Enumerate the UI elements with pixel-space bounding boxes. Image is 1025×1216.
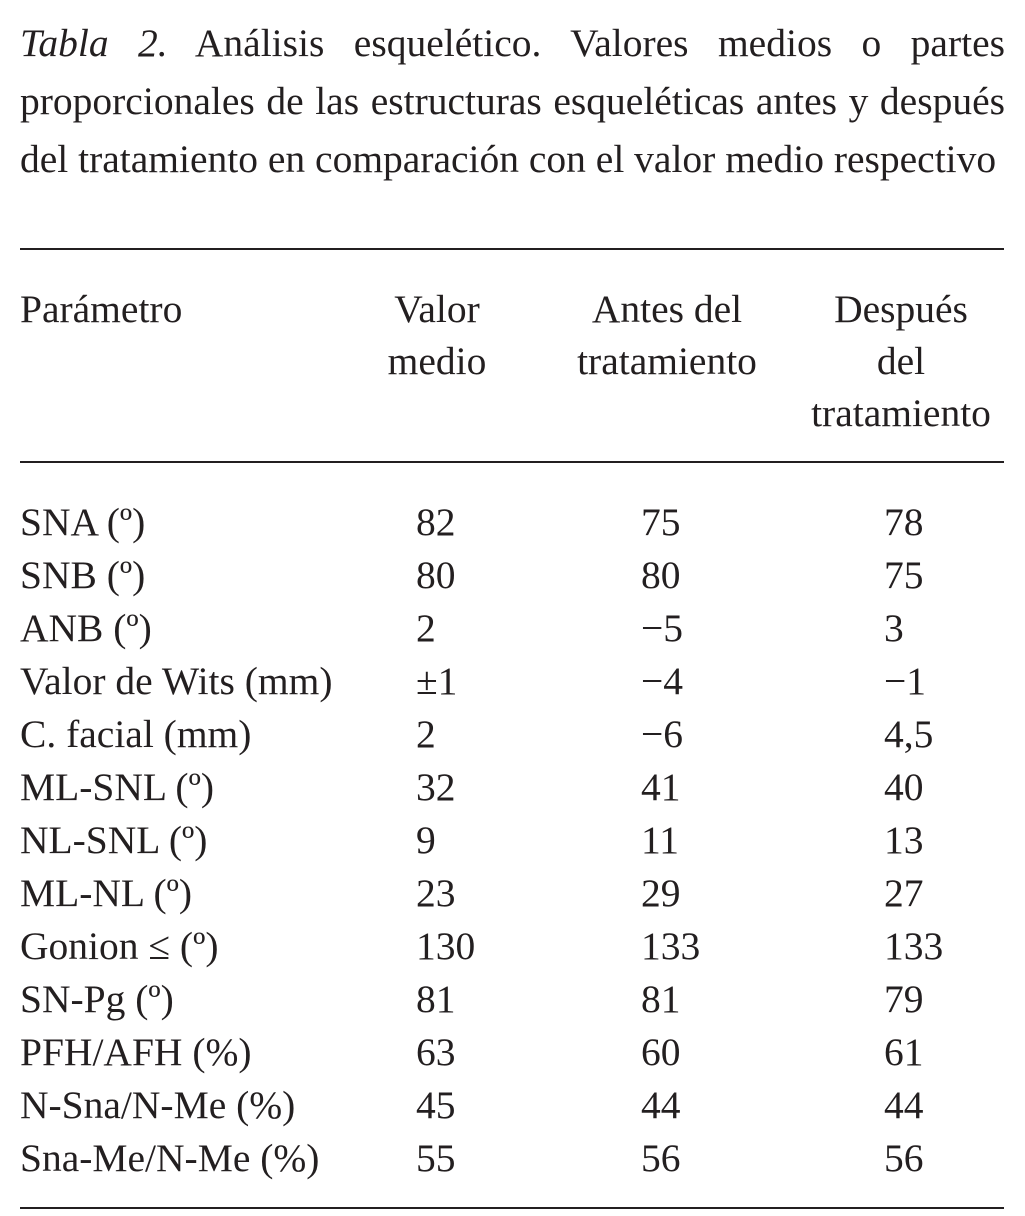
table-row — [20, 496, 1010, 549]
parameter-cell: NL-SNL (º) — [20, 818, 208, 862]
after-treatment-cell: 61 — [884, 1030, 924, 1074]
before-treatment-cell: 80 — [641, 553, 681, 597]
before-treatment-cell: 81 — [641, 977, 681, 1021]
after-treatment-cell: 56 — [884, 1136, 924, 1180]
mean-value-cell: 2 — [416, 606, 436, 650]
table-caption — [20, 14, 1005, 188]
header-parameter — [20, 283, 182, 335]
after-treatment-cell: 4,5 — [884, 712, 934, 756]
table-row — [20, 549, 1010, 602]
table-row — [20, 1026, 1010, 1079]
before-treatment-cell: −5 — [641, 606, 684, 650]
bottom-rule — [20, 1207, 1004, 1209]
before-treatment-cell: 11 — [641, 818, 680, 862]
header-after-treatment — [795, 283, 1007, 439]
parameter-cell: ML-NL (º) — [20, 871, 193, 915]
before-treatment-cell: −6 — [641, 712, 684, 756]
mean-value-cell: 9 — [416, 818, 436, 862]
after-treatment-cell: 44 — [884, 1083, 924, 1127]
table-row — [20, 761, 1010, 814]
mean-value-cell: 130 — [416, 924, 476, 968]
before-treatment-cell: 133 — [641, 924, 701, 968]
header-after-line-2: del — [876, 339, 926, 383]
top-rule — [20, 248, 1004, 250]
header-before-line-1: Antes del — [591, 287, 743, 331]
table-row — [20, 867, 1010, 920]
header-mean-line-2: medio — [387, 339, 487, 383]
table-row — [20, 1132, 1010, 1185]
parameter-cell: N-Sna/N-Me (%) — [20, 1083, 296, 1127]
mean-value-cell: 81 — [416, 977, 456, 1021]
mean-value-cell: 45 — [416, 1083, 456, 1127]
before-treatment-cell: 75 — [641, 500, 681, 544]
parameter-cell: ANB (º) — [20, 606, 152, 650]
table-row — [20, 1079, 1010, 1132]
mean-value-cell: 63 — [416, 1030, 456, 1074]
header-before-line-2: tratamiento — [577, 339, 757, 383]
parameter-cell: SNB (º) — [20, 553, 146, 597]
after-treatment-cell: 133 — [884, 924, 944, 968]
before-treatment-cell: 60 — [641, 1030, 681, 1074]
parameter-cell: Valor de Wits (mm) — [20, 659, 333, 703]
table-label: Tabla 2. — [20, 21, 168, 65]
after-treatment-cell: 13 — [884, 818, 924, 862]
before-treatment-cell: 29 — [641, 871, 681, 915]
parameter-cell: Gonion ≤ (º) — [20, 924, 219, 968]
header-after-line-1: Después — [834, 287, 968, 331]
after-treatment-cell: 3 — [884, 606, 904, 650]
before-treatment-cell: 41 — [641, 765, 681, 809]
mean-value-cell: 80 — [416, 553, 456, 597]
mean-value-cell: ±1 — [416, 659, 458, 703]
header-after-line-3: tratamiento — [811, 391, 991, 435]
table-row — [20, 973, 1010, 1026]
parameter-cell: C. facial (mm) — [20, 712, 252, 756]
header-parameter-line: Parámetro — [20, 287, 183, 331]
table-row — [20, 655, 1010, 708]
parameter-cell: ML-SNL (º) — [20, 765, 214, 809]
table-body — [20, 496, 1010, 1185]
header-rule — [20, 461, 1004, 463]
after-treatment-cell: 79 — [884, 977, 924, 1021]
mean-value-cell: 23 — [416, 871, 456, 915]
after-treatment-cell: 75 — [884, 553, 924, 597]
header-mean-value — [374, 283, 500, 387]
parameter-cell: Sna-Me/N-Me (%) — [20, 1136, 320, 1180]
after-treatment-cell: 27 — [884, 871, 924, 915]
after-treatment-cell: 40 — [884, 765, 924, 809]
parameter-cell: SNA (º) — [20, 500, 146, 544]
header-before-treatment — [555, 283, 779, 387]
table-row — [20, 920, 1010, 973]
parameter-cell: SN-Pg (º) — [20, 977, 174, 1021]
table-row — [20, 814, 1010, 867]
before-treatment-cell: 56 — [641, 1136, 681, 1180]
caption-text: Análisis esquelético. Valores medios o partes proporcionales de las estructuras esqueléticas antes y después del tratamiento en comparación con el valor medio respectivo — [20, 21, 1005, 181]
mean-value-cell: 2 — [416, 712, 436, 756]
parameter-cell: PFH/AFH (%) — [20, 1030, 252, 1074]
mean-value-cell: 82 — [416, 500, 456, 544]
before-treatment-cell: 44 — [641, 1083, 681, 1127]
header-mean-line-1: Valor — [394, 287, 480, 331]
mean-value-cell: 32 — [416, 765, 456, 809]
after-treatment-cell: −1 — [884, 659, 927, 703]
before-treatment-cell: −4 — [641, 659, 684, 703]
mean-value-cell: 55 — [416, 1136, 456, 1180]
after-treatment-cell: 78 — [884, 500, 924, 544]
table-row — [20, 602, 1010, 655]
table-row — [20, 708, 1010, 761]
